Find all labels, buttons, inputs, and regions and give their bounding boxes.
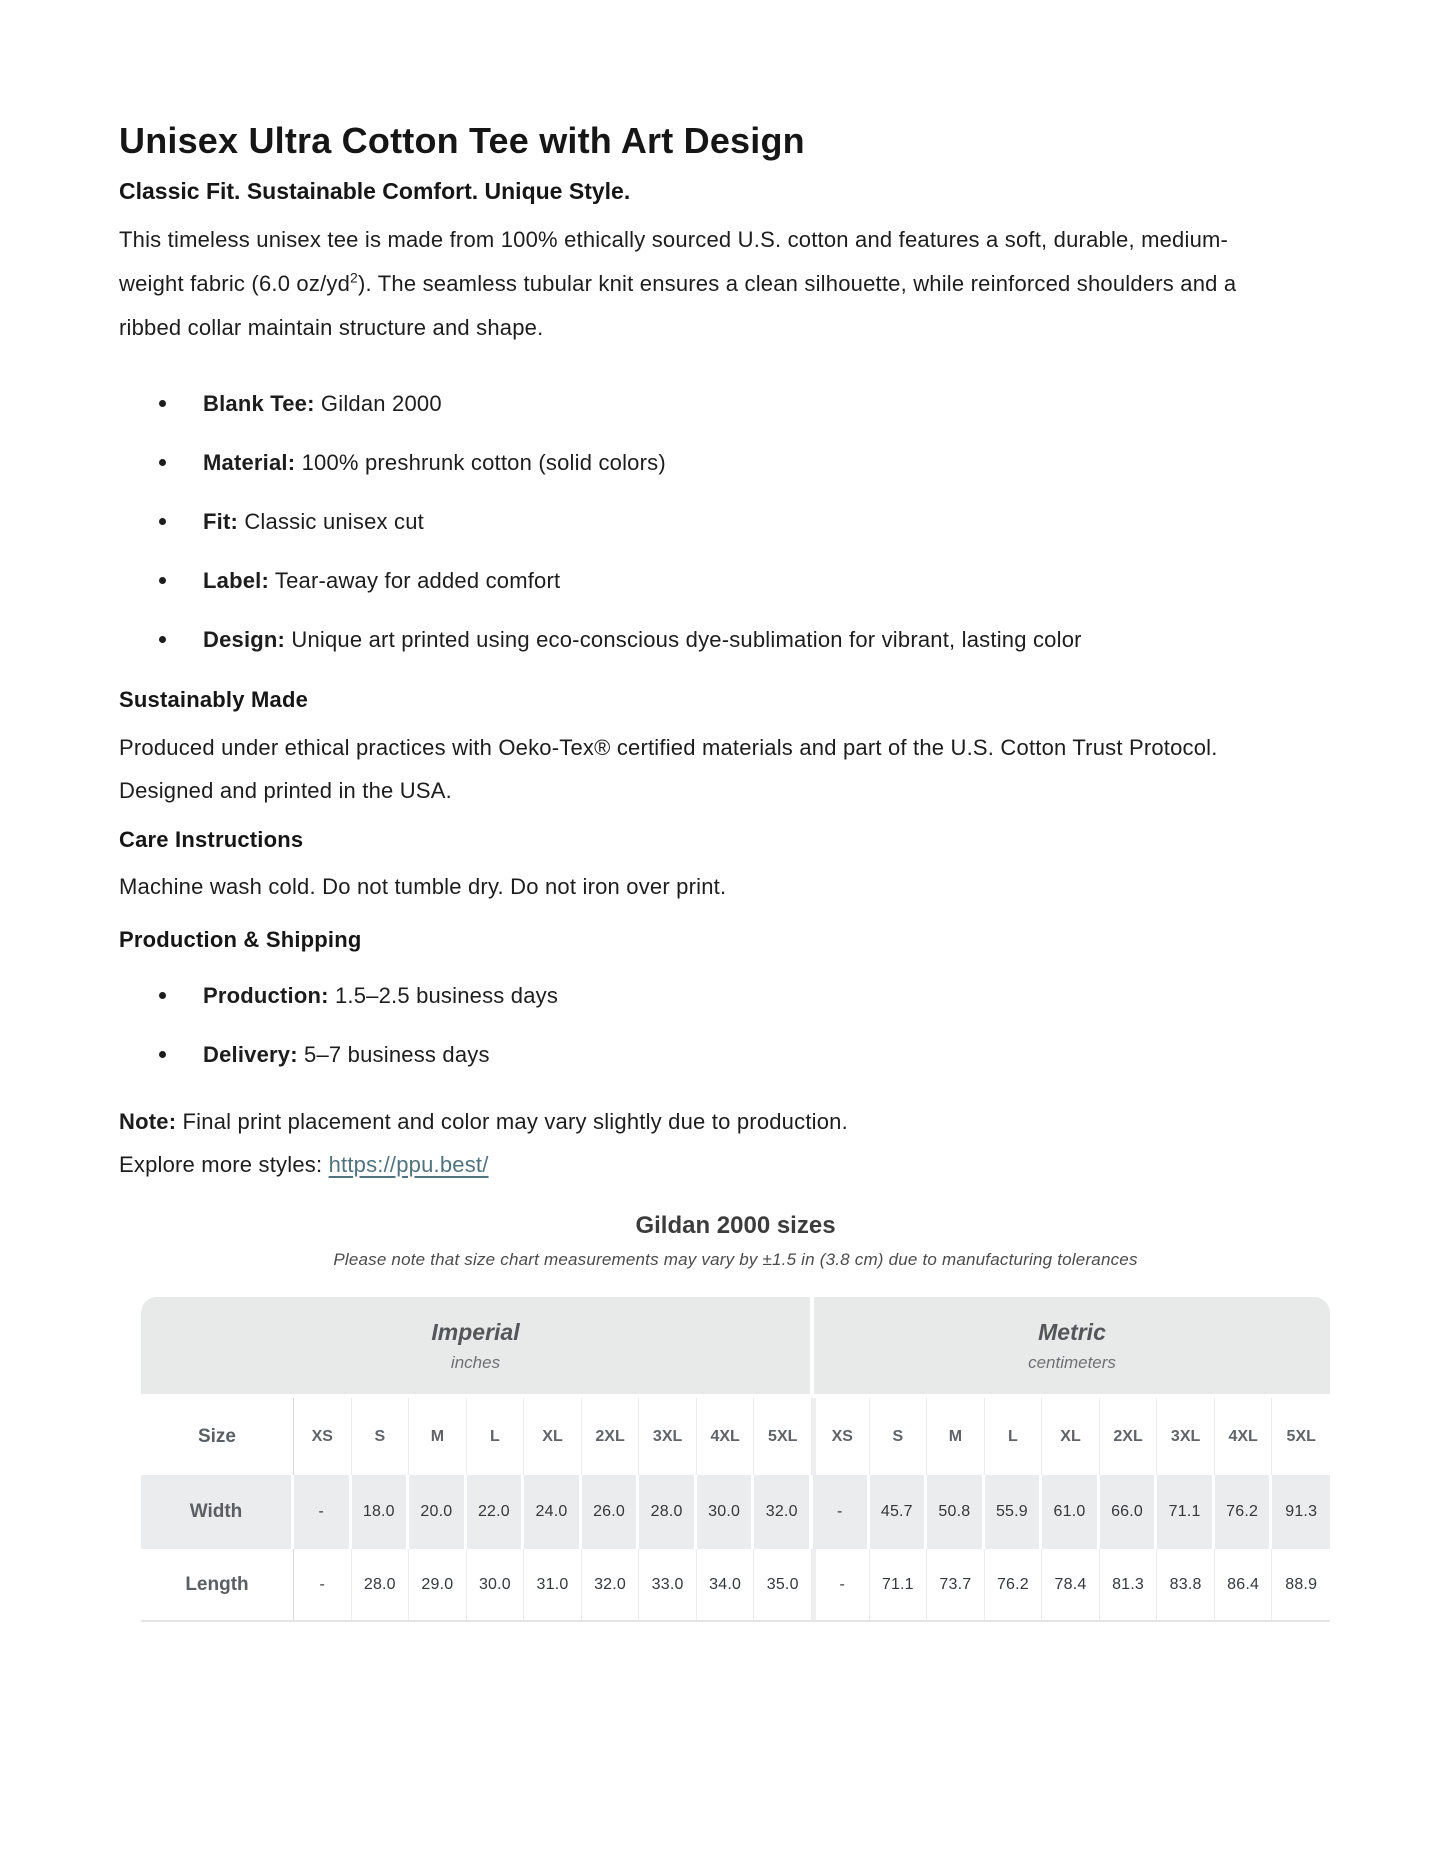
size-header-cell: XL <box>524 1398 582 1475</box>
shipping-text: 1.5–2.5 business days <box>328 983 559 1008</box>
width-imperial-cell: 26.0 <box>582 1475 640 1549</box>
shipping-label: Production: <box>203 983 329 1008</box>
feature-text: Unique art printed using eco-conscious dye-sublimation for vibrant, lasting color <box>285 627 1082 652</box>
metric-group-name: Metric <box>1038 1318 1106 1345</box>
sustainably-made-body: Produced under ethical practices with Oeko-Tex® certified materials and part of the U.S. Cotton Trust Protocol. Designed and printed in the USA. <box>119 735 1224 803</box>
feature-label: Blank Tee: <box>203 391 315 416</box>
size-header-cell: S <box>352 1398 410 1475</box>
feature-label: Fit: <box>203 509 239 534</box>
length-row <box>141 1549 1330 1622</box>
shipping-item-production <box>119 982 1335 1010</box>
size-header-cell: L <box>467 1398 525 1475</box>
note-line <box>119 1100 1335 1143</box>
imperial-group-unit: inches <box>450 1352 501 1372</box>
footer-notes <box>119 1100 1335 1186</box>
row-label-width: Width <box>141 1475 294 1549</box>
width-imperial-cell: 18.0 <box>352 1475 410 1549</box>
feature-text: Classic unisex cut <box>238 509 424 534</box>
size-header-cell: 4XL <box>697 1398 755 1475</box>
width-metric-cell: 76.2 <box>1215 1475 1273 1549</box>
unit-group-header-row <box>141 1297 1330 1394</box>
styles-link[interactable]: https://ppu.best/ <box>328 1152 489 1177</box>
length-imperial-cell: 35.0 <box>754 1549 812 1620</box>
metric-group-header <box>814 1297 1330 1394</box>
feature-text: 100% preshrunk cotton (solid colors) <box>295 450 666 475</box>
length-metric-cell: 73.7 <box>927 1549 985 1620</box>
length-imperial-cell: 28.0 <box>352 1549 410 1620</box>
size-header-cell: 3XL <box>639 1398 697 1475</box>
length-imperial-cell: 29.0 <box>409 1549 467 1620</box>
length-metric-cell: 78.4 <box>1042 1549 1100 1620</box>
width-imperial-cell: - <box>294 1475 352 1549</box>
width-row <box>141 1475 1330 1549</box>
feature-item-fit <box>119 508 1335 536</box>
size-header-cell: S <box>870 1398 928 1475</box>
size-header-cell: M <box>927 1398 985 1475</box>
section-heading-care-instructions: Care Instructions <box>119 827 304 852</box>
intro-text-pre: This timeless unisex tee is made from 100% ethically sourced U.S. cotton and features a soft, durable, medium-weight fabric (6.0 oz/yd <box>119 227 1229 296</box>
explore-line <box>119 1143 1335 1186</box>
length-imperial-cell: 31.0 <box>524 1549 582 1620</box>
length-metric-cell: 81.3 <box>1100 1549 1158 1620</box>
size-header-cell: 4XL <box>1215 1398 1273 1475</box>
size-chart-title: Gildan 2000 sizes <box>635 1212 836 1239</box>
width-imperial-cell: 28.0 <box>639 1475 697 1549</box>
width-metric-cell: 66.0 <box>1100 1475 1158 1549</box>
feature-text: Tear-away for added comfort <box>269 568 561 593</box>
feature-item-label <box>119 567 1335 595</box>
note-text: Final print placement and color may vary slightly due to production. <box>176 1109 848 1134</box>
feature-label: Design: <box>203 627 286 652</box>
superscript-2: 2 <box>350 269 359 286</box>
width-metric-cell: 45.7 <box>870 1475 928 1549</box>
shipping-list <box>119 982 1335 1069</box>
size-chart-disclaimer: Please note that size chart measurements may vary by ±1.5 in (3.8 cm) due to manufacturing tolerances <box>333 1250 1138 1269</box>
width-metric-cell: - <box>812 1475 870 1549</box>
size-header-cell: 2XL <box>1100 1398 1158 1475</box>
note-label: Note: <box>119 1109 177 1134</box>
feature-label: Label: <box>203 568 269 593</box>
page-title: Unisex Ultra Cotton Tee with Art Design <box>119 120 805 161</box>
length-metric-cell: 83.8 <box>1157 1549 1215 1620</box>
width-imperial-cell: 32.0 <box>754 1475 812 1549</box>
shipping-item-delivery <box>119 1041 1335 1069</box>
size-header-cell: 5XL <box>1272 1398 1330 1475</box>
feature-item-blank-tee <box>119 390 1335 418</box>
size-header-cell: XS <box>294 1398 352 1475</box>
shipping-text: 5–7 business days <box>297 1042 490 1067</box>
size-header-cell: M <box>409 1398 467 1475</box>
width-metric-cell: 55.9 <box>985 1475 1043 1549</box>
section-heading-sustainably-made: Sustainably Made <box>119 687 309 712</box>
length-imperial-cell: 34.0 <box>697 1549 755 1620</box>
row-label-length: Length <box>141 1549 294 1620</box>
feature-label: Material: <box>203 450 296 475</box>
width-imperial-cell: 22.0 <box>467 1475 525 1549</box>
feature-text: Gildan 2000 <box>314 391 442 416</box>
feature-item-design <box>119 626 1335 654</box>
length-metric-cell: 76.2 <box>985 1549 1043 1620</box>
length-imperial-cell: - <box>294 1549 352 1620</box>
length-imperial-cell: 33.0 <box>639 1549 697 1620</box>
section-heading-production-shipping: Production & Shipping <box>119 927 362 952</box>
imperial-group-name: Imperial <box>431 1318 520 1345</box>
length-imperial-cell: 30.0 <box>467 1549 525 1620</box>
length-metric-cell: - <box>812 1549 870 1620</box>
intro-text-post: ). The seamless tubular knit ensures a clean silhouette, while reinforced shoulders and a ribbed collar maintain structure and shape. <box>119 271 1243 340</box>
length-imperial-cell: 32.0 <box>582 1549 640 1620</box>
product-subtitle: Classic Fit. Sustainable Comfort. Unique Style. <box>119 178 631 204</box>
length-metric-cell: 86.4 <box>1215 1549 1273 1620</box>
care-instructions-body: Machine wash cold. Do not tumble dry. Do not iron over print. <box>119 874 727 899</box>
length-metric-cell: 71.1 <box>870 1549 928 1620</box>
imperial-group-header <box>141 1297 810 1394</box>
feature-item-material <box>119 449 1335 477</box>
metric-group-unit: centimeters <box>1028 1352 1116 1372</box>
size-header-cell: 3XL <box>1157 1398 1215 1475</box>
width-metric-cell: 61.0 <box>1042 1475 1100 1549</box>
length-metric-cell: 88.9 <box>1272 1549 1330 1620</box>
width-imperial-cell: 30.0 <box>697 1475 755 1549</box>
width-metric-cell: 91.3 <box>1272 1475 1330 1549</box>
explore-text: Explore more styles: <box>119 1152 329 1177</box>
size-column-header: Size <box>141 1398 294 1475</box>
size-chart-header-row <box>141 1398 1330 1475</box>
size-header-cell: XS <box>812 1398 870 1475</box>
width-imperial-cell: 24.0 <box>524 1475 582 1549</box>
size-chart <box>141 1210 1330 1622</box>
width-imperial-cell: 20.0 <box>409 1475 467 1549</box>
size-header-cell: 5XL <box>754 1398 812 1475</box>
width-metric-cell: 71.1 <box>1157 1475 1215 1549</box>
size-header-cell: L <box>985 1398 1043 1475</box>
shipping-label: Delivery: <box>203 1042 298 1067</box>
size-header-cell: XL <box>1042 1398 1100 1475</box>
feature-list <box>119 390 1335 654</box>
size-header-cell: 2XL <box>582 1398 640 1475</box>
intro-paragraph <box>119 218 1243 350</box>
width-metric-cell: 50.8 <box>927 1475 985 1549</box>
